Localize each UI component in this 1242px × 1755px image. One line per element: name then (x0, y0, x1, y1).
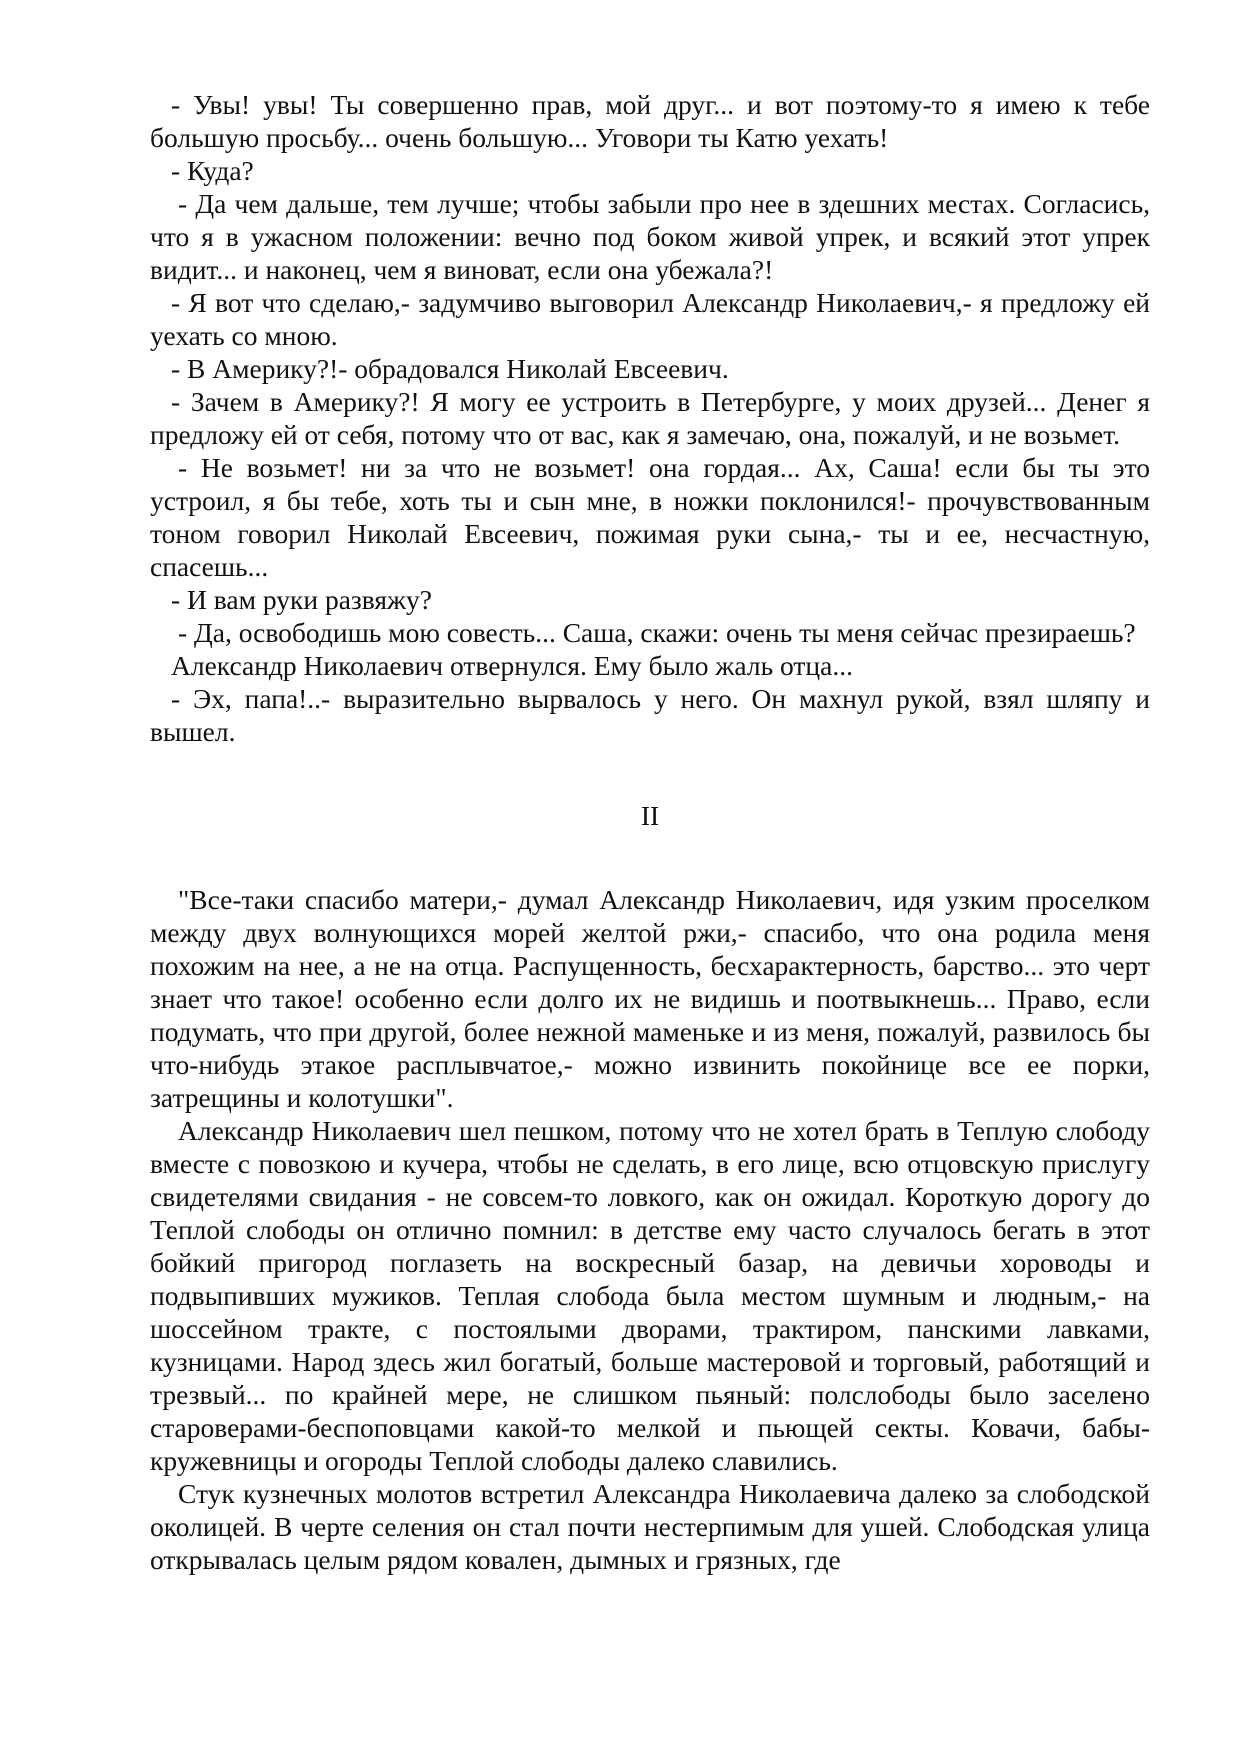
paragraph: - Увы! увы! Ты совершенно прав, мой друг... и вот поэтому-то я имею к тебе большую просьбу... очень большую... Уговори ты Катю уехать! (150, 89, 1150, 153)
paragraph: - Куда? (171, 155, 254, 186)
paragraph: - В Америку?!- обрадовался Николай Евсеевич. (171, 353, 729, 384)
paragraph: - Эх, папа!..- выразительно вырвалось у него. Он махнул рукой, взял шляпу и вышел. (150, 683, 1150, 747)
chapter-heading: II (640, 800, 660, 831)
paragraph: Стук кузнечных молотов встретил Александра Николаевича далеко за слободской околицей. В черте селения он стал почти нестерпимым для ушей. Слободская улица открывалась целым рядом ковален, дымных и грязных, где (150, 1478, 1150, 1575)
document-page (150, 88, 1150, 1576)
paragraph: - Не возьмет! ни за что не возьмет! она гордая... Ах, Саша! если бы ты это устроил, я бы тебе, хоть ты и сын мне, в ножки поклонился!- прочувствованным тоном говорил Николай Евсеевич, пожимая руки сына,- ты и ее, несчастную, спасешь... (150, 452, 1150, 582)
paragraph: - Я вот что сделаю,- задумчиво выговорил Александр Николаевич,- я предложу ей уехать со мною. (150, 287, 1150, 351)
paragraph: - Да чем дальше, тем лучше; чтобы забыли про нее в здешних местах. Согласись, что я в ужасном положении: вечно под боком живой упрек, и всякий этот упрек видит... и наконец, чем я виноват, если она убежала?! (150, 188, 1150, 285)
paragraph: - Зачем в Америку?! Я могу ее устроить в Петербурге, у моих друзей... Денег я предложу ей от себя, потому что от вас, как я замечаю, она, пожалуй, и не возьмет. (150, 386, 1150, 450)
paragraph: Александр Николаевич отвернулся. Ему было жаль отца... (171, 650, 853, 681)
paragraph: "Все-таки спасибо матери,- думал Александр Николаевич, идя узким проселком между двух волнующихся морей желтой ржи,- спасибо, что она родила меня похожим на нее, а не на отца. Распущенность, бесхарактерность, барство... это черт знает что такое! особенно если долго их не видишь и поотвыкнешь... Право, если подумать, что при другой, более нежной маменьке и из меня, пожалуй, развилось бы что-нибудь этакое расплывчатое,- можно извинить покойнице все ее порки, затрещины и колотушки". (150, 884, 1150, 1113)
paragraph: - Да, освободишь мою совесть... Саша, скажи: очень ты меня сейчас презираешь? (178, 617, 1136, 648)
paragraph: - И вам руки развяжу? (171, 584, 433, 615)
paragraph: Александр Николаевич шел пешком, потому что не хотел брать в Теплую слободу вместе с повозкою и кучера, чтобы не сделать, в его лице, всю отцовскую прислугу свидетелями свидания - не совсем-то ловкого, как он ожидал. Короткую дорогу до Теплой слободы он отлично помнил: в детстве ему часто случалось бегать в этот бойкий пригород поглазеть на воскресный базар, на девичьи хороводы и подвыпивших мужиков. Теплая слобода была местом шумным и людным,- на шоссейном тракте, с постоялыми дворами, трактиром, панскими лавками, кузницами. Народ здесь жил богатый, больше мастеровой и торговый, работящий и трезвый... по крайней мере, не слишком пьяный: полслободы было заселено староверами-беспоповцами какой-то мелкой и пьющей секты. Ковачи, бабы-кружевницы и огороды Теплой слободы далеко славились. (150, 1115, 1150, 1476)
